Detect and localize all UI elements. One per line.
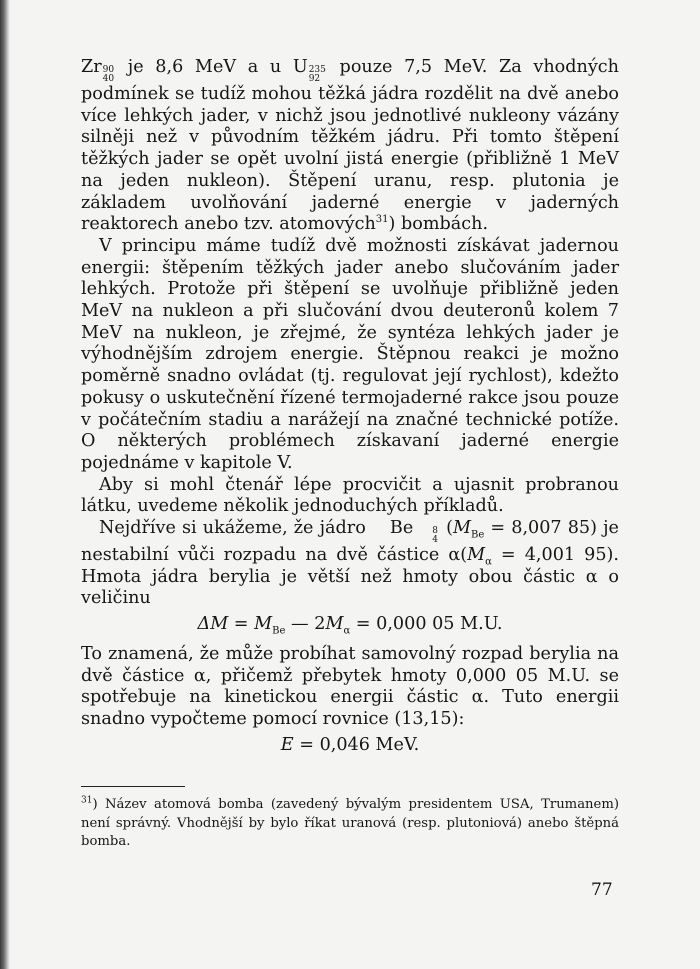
nuclide-mass-number: 8 — [432, 526, 438, 537]
paragraph-1: Zr 90 40 je 8,6 MeV a u U 235 92 pouze 7,5 MeV. Za vhodných podmínek se tudíž mohou těžká jádra rozdělit na dvě anebo více lehkých jader, v nichž jsou jednotlivé nukleony vázány silněji než v původním těžkém jádru. Při tomto štěpení těžkých jader se opět uvolní jistá energie (přibližně 1 MeV na jeden nukleon). Štěpení uranu, resp. plutonia je základem uvolňování jaderné energie v jaderných reaktorech anebo tzv. atomových$^{31}$) bombách. — [81, 57, 619, 235]
footnote-number: 31 — [81, 795, 93, 806]
footnote-text: ) Název atomová bomba (zavedený bývalým presidentem USA, Trumanem) není správný. Vhodnější by bylo říkat uranová (resp. plutoniová) anebo štěpná bomba. — [81, 797, 619, 849]
page-number: 77 — [591, 880, 613, 900]
nuclide-atomic-number: 92 — [308, 74, 321, 84]
footnote — [81, 796, 619, 852]
paragraph-3: Aby si mohl čtenář lépe procvičit a ujasnit probranou látku, uvedeme několik jednoduchých příkladů. — [81, 474, 619, 517]
nuclide-atomic-number: 40 — [102, 74, 115, 84]
formula-energy: E = 0,046 MeV. — [280, 734, 420, 755]
nuclide-mass-number: 235 — [308, 65, 326, 75]
formula-mass-defect: $\Delta M = M_{Be}$ — $2M_\alpha = 0,000$ 05 M.U. — [197, 614, 503, 637]
footnote-reference[interactable]: 31 — [375, 214, 389, 226]
nuclide-atomic-number: 4 — [432, 535, 438, 546]
page-binding-edge — [0, 0, 10, 969]
body-text — [81, 57, 619, 764]
footnote-divider — [81, 786, 185, 787]
paragraph-4: Nejdříve si ukážeme, že jádro Be 8 4 ($M_{Be} = 8,007$ 85) je nestabilní vůči rozpadu na dvě částice $\alpha(M_\alpha = 4,001$ 95). Hmota jádra berylia je větší než hmoty obou částic α o veličinu — [81, 518, 620, 609]
paragraph-5: To znamená, že může probíhat samovolný rozpad berylia na dvě částice α, přičemž přebytek hmoty 0,000 05 M.U. se spotřebuje na kinetickou energii částic α. Tuto energii snadno vypočteme pomocí rovnice (13,15): — [81, 643, 619, 729]
nuclide-uranium: U 235 92 — [292, 57, 326, 84]
paragraph-2: V principu máme tudíž dvě možnosti získávat jadernou energii: štěpením těžkých jader anebo slučováním jader lehkých. Protože při štěpení se uvolňuje přibližně jeden MeV na nukleon a při slučování dvou deuteronů kolem 7 MeV na nukleon, je zřejmé, že syntéza lehkých jader je výhodnějším zdrojem energie. Štěpnou reakci je možno poměrně snadno ovládat (tj. regulovat její rychlost), kdežto pokusy o uskutečnění řízené termojaderné rakce jsou pouze v počátečním stadiu a narážejí na značné technické potíže. O některých problémech získavaní jaderné energie pojednáme v kapitole V. — [81, 235, 619, 473]
nuclide-mass-number: 90 — [102, 65, 115, 75]
nuclide-zirconium: Zr 90 40 — [81, 57, 115, 84]
nuclide-beryllium: Be 8 4 — [389, 518, 438, 546]
